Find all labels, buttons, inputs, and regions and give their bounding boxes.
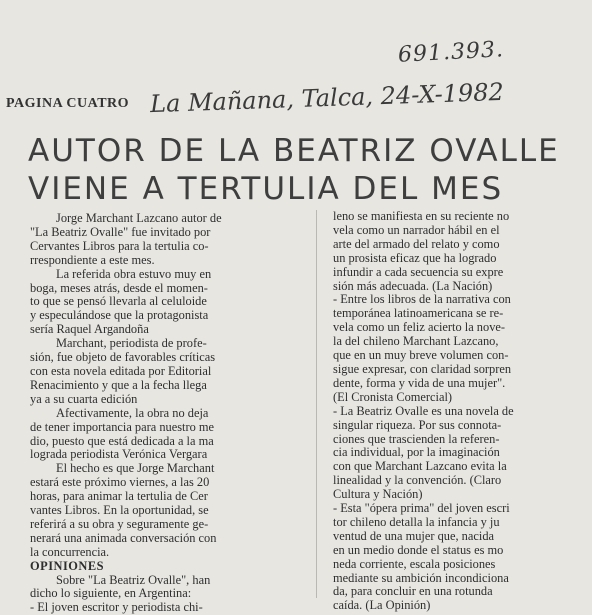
article-text-line: un prosista eficaz que ha logrado xyxy=(333,251,497,265)
article-text-line: dio, puesto que está dedicada a la ma xyxy=(30,434,214,448)
article-text-line: horas, para animar la tertulia de Cer xyxy=(30,490,208,504)
article-text-line: arte del armado del relato y como xyxy=(333,237,500,251)
article-text-line: singular riqueza. Por sus connota- xyxy=(333,418,502,432)
article-text-line: Jorge Marchant Lazcano autor de xyxy=(56,212,222,225)
article-text-line: de tener importancia para nuestro me xyxy=(30,420,215,434)
article-text-line: vantes Libros. En la oportunidad, se xyxy=(30,504,209,518)
article-text-line: dicho lo siguiente, en Argentina: xyxy=(30,587,192,601)
article-text-line: "La Beatriz Ovalle" fue invitado por xyxy=(30,225,211,239)
article-text-line: linealidad y la convención. (Claro xyxy=(333,474,502,488)
article-text-line: ventud de una mujer que, nacida xyxy=(333,529,495,543)
article-text-line: cia individual, por la imaginación xyxy=(333,446,500,460)
article-text-line: vela como un narrador hábil en el xyxy=(333,223,500,237)
article-text-line: sigue expresar, con claridad sorpren xyxy=(333,362,512,376)
article-text-line: infundir a cada secuencia su expre xyxy=(333,265,504,279)
article-text-line: sión más adecuada. (La Nación) xyxy=(333,279,493,293)
headline-line: AUTOR DE LA BEATRIZ OVALLE xyxy=(28,133,560,169)
column-divider xyxy=(316,210,317,598)
article-text-line: dente, forma y vida de una mujer". xyxy=(333,376,506,390)
article-text-line: Cervantes Libros para la tertulia co- xyxy=(30,239,209,253)
article-text-line: ya a su cuarta edición xyxy=(30,392,138,406)
article-text-line: ciones que trascienden la referen- xyxy=(333,432,500,446)
article-text-line: Afectivamente, la obra no deja xyxy=(56,406,209,420)
article-text-line: (El Cronista Comercial) xyxy=(333,390,453,404)
article-text-line: - Esta "ópera prima" del joven escri xyxy=(333,502,510,516)
article-text-line: rrespondiente a este mes. xyxy=(30,253,155,267)
headline-line: VIENE A TERTULIA DEL MES xyxy=(28,171,504,207)
article-text-line: Renacimiento y que a la fecha llega xyxy=(30,378,207,392)
article-text-line: lograda periodista Verónica Vergara xyxy=(30,448,208,462)
article-column-left xyxy=(30,212,298,615)
article-text-line: Sobre "La Beatriz Ovalle", han xyxy=(56,573,211,587)
article-text-line: temporánea latinoamericana se re- xyxy=(333,307,504,321)
article-text-line: nerará una animada conversación con xyxy=(30,531,217,545)
article-text-line: y especulándose que la protagonista xyxy=(30,309,209,323)
article-text-line: leno se manifiesta en su reciente no xyxy=(333,210,510,223)
article-text-line: con esta novela editada por Editorial xyxy=(30,364,212,378)
article-text-line: La referida obra estuvo muy en xyxy=(56,267,212,281)
article-text-line: la concurrencia. xyxy=(30,545,110,559)
article-text-line: sería Raquel Argandoña xyxy=(30,323,149,337)
article-text-line: tor chileno detalla la infancia y ju xyxy=(333,515,500,529)
article-text-line: vela como un feliz acierto la nove- xyxy=(333,321,506,335)
article-text-line: da, para concluir en una rotunda xyxy=(333,585,493,599)
article-text-line: en un medio donde el status es mo xyxy=(333,543,504,557)
article-text-line: Cultura y Nación) xyxy=(333,488,423,502)
article-text-line: referirá a su obra y seguramente ge- xyxy=(30,517,209,531)
article-text-line: sión, fue objeto de favorables críticas xyxy=(30,351,216,365)
article-text-line: caída. (La Opinión) xyxy=(333,599,431,613)
article-text-line: to que se pensó llevarla al celuloide xyxy=(30,295,207,309)
article-text-line: la del chileno Marchant Lazcano, xyxy=(333,335,499,349)
article-text-line: Marchant, periodista de profe- xyxy=(56,337,207,351)
article-text-line: El hecho es que Jorge Marchant xyxy=(56,462,215,476)
headline xyxy=(28,132,588,208)
article-text-line: que en un muy breve volumen con- xyxy=(333,349,509,363)
article-text-line: neda corriente, escala posiciones xyxy=(333,557,496,571)
article-text-line: - Entre los libros de la narrativa con xyxy=(333,293,511,307)
article-text-line: con que Marchant Lazcano evita la xyxy=(333,460,507,474)
article-text-line: estará este próximo viernes, a las 20 xyxy=(30,476,210,490)
article-text-line: - El joven escritor y periodista chi- xyxy=(30,601,203,615)
page-label: PAGINA CUATRO xyxy=(6,96,130,111)
article-text-line: boga, meses atrás, desde el momen- xyxy=(30,281,208,295)
article-column-right xyxy=(333,210,589,613)
article-text-line: OPINIONES xyxy=(30,559,105,573)
article-text-line: - La Beatriz Ovalle es una novela de xyxy=(333,404,514,418)
handwritten-archive-number: 691.393. xyxy=(397,37,505,68)
article-text-line: mediante su ambición incondiciona xyxy=(333,571,509,585)
handwritten-source-note: La Mañana, Talca, 24-X-1982 xyxy=(149,77,505,119)
